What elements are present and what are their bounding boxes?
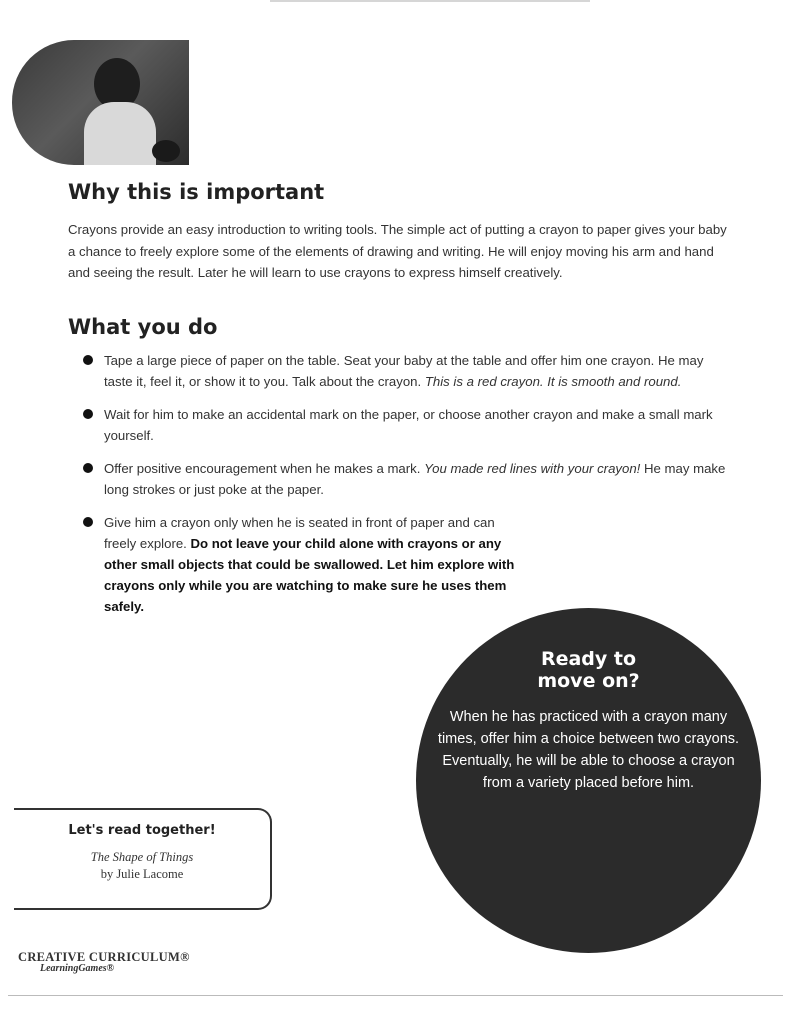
ready-text: When he has practiced with a crayon many times, offer him a choice between two crayons. Eventually, he will be able to choose a crayon from a variety placed before him.	[437, 709, 740, 791]
bullet-text-after: He may make long strokes or just poke at the paper.	[104, 461, 726, 497]
ready-title-line1: Ready to	[540, 648, 637, 670]
safety-warning: Do not leave your child alone with crayons or any other small objects that could be swallowed. Let him explore with crayons only while you are watching to make sure he uses them safely.	[104, 536, 515, 614]
bullet-italic: This is a red crayon. It is smooth and round.	[424, 374, 682, 389]
book-title: The Shape of Things	[90, 850, 194, 864]
read-together-box	[14, 808, 272, 910]
bullet-text: Tape a large piece of paper on the table. Seat your baby at the table and offer him one crayon. He may taste it, feel it, or show it to you. Talk about the crayon.	[104, 353, 704, 389]
what-heading: What you do	[68, 315, 218, 339]
top-rule	[270, 0, 590, 2]
baby-hand-shape	[152, 140, 180, 162]
bullet-text: Wait for him to make an accidental mark on the paper, or choose another crayon and make a small mark yourself.	[104, 407, 713, 443]
creative-curriculum-logo	[18, 950, 208, 974]
bullet-icon	[83, 463, 93, 473]
logo-line2: LearningGames®	[40, 963, 115, 974]
bullet-icon	[83, 355, 93, 365]
why-paragraph: Crayons provide an easy introduction to writing tools. The simple act of putting a crayon to paper gives your baby a chance to freely explore some of the elements of drawing and writing. He will enjoy moving his arm and hand and seeing the result. Later he will learn to use crayons to express himself creatively.	[68, 222, 727, 280]
bullet-text: Give him a crayon only when he is seated in front of paper and can freely explore.	[104, 515, 495, 551]
list-item	[80, 458, 730, 500]
book-author: by Julie Lacome	[100, 867, 184, 881]
ready-to-move-on-circle	[416, 608, 761, 953]
baby-body-shape	[84, 102, 156, 165]
list-item	[80, 512, 524, 617]
read-together-title: Let's read together!	[68, 823, 216, 838]
bullet-text: Offer positive encouragement when he makes a mark.	[104, 461, 425, 476]
baby-photo	[12, 40, 189, 165]
bullet-italic: You made red lines with your crayon!	[424, 461, 641, 476]
ready-title	[416, 648, 761, 692]
why-heading: Why this is important	[68, 180, 325, 204]
logo-line1: CREATIVE CURRICULUM®	[18, 950, 190, 964]
bullet-icon	[83, 409, 93, 419]
bullet-icon	[83, 517, 93, 527]
list-item	[80, 350, 730, 392]
what-list	[80, 350, 730, 629]
ready-title-line2: move on?	[537, 670, 640, 692]
list-item	[80, 404, 730, 446]
footer-rule	[8, 995, 783, 996]
